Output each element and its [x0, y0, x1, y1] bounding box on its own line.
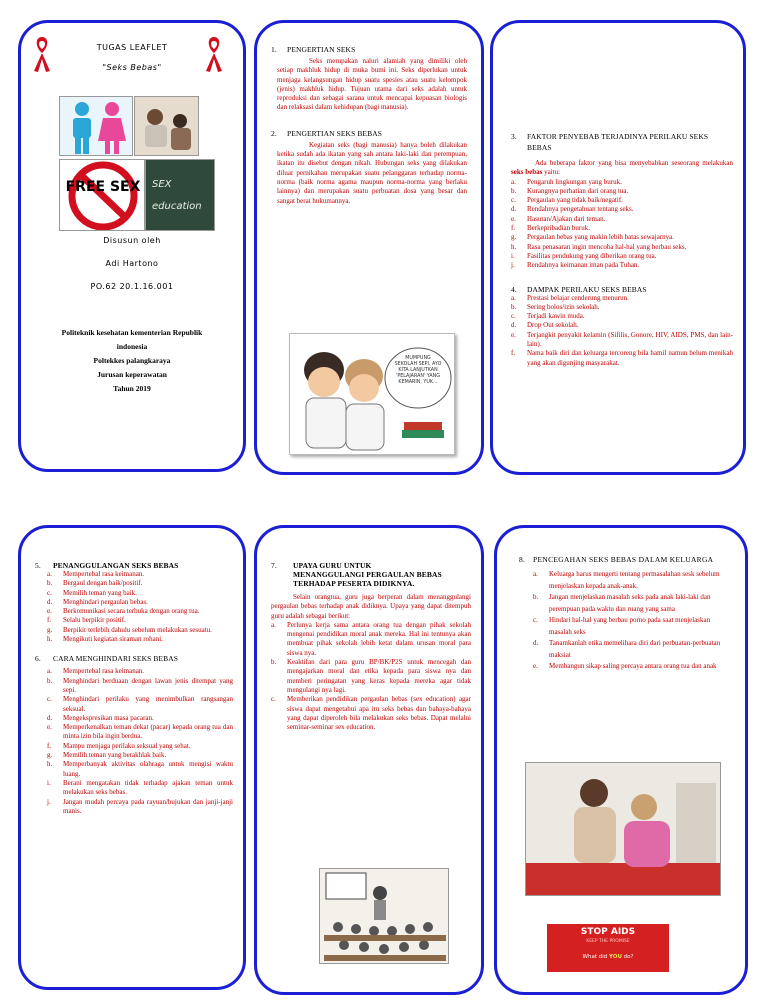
list-item-text: Menghindari perilaku yang menimbulkan rangsangan seksual. [63, 695, 233, 713]
list-marker: d. [511, 205, 517, 214]
section-4-heading [511, 285, 733, 294]
list-marker: b. [47, 676, 53, 685]
section-7-body: Selain orangtua, guru juga berperan dalam menanggulangi pergaulan bebas terhadap anak didiknya. Upaya yang dapat ditempuh guru adalah sebagai berikut: [271, 593, 471, 620]
classroom-cartoon-image [319, 868, 449, 964]
section-3-intro [511, 159, 733, 178]
list-item [533, 615, 731, 638]
list-item-text: Fasilitas pendukung yang diberikan orang tua. [527, 251, 657, 260]
list-item [533, 661, 731, 673]
list-item-text: Berani mengatakan tidak terhadap ajakan teman untuk melakukan seks bebas. [63, 778, 233, 797]
list-marker: e. [511, 214, 516, 223]
list-item-text: Memperkenalkan teman dekat (pacar) kepada orang tua dan minta izin bila ingin berdua. [63, 723, 233, 741]
counseling-photo [134, 96, 199, 156]
list-item [511, 252, 733, 261]
list-item-text: Jangan mudah percaya pada rayuan/bujukan dan janji-janji manis. [63, 797, 233, 815]
list-item [47, 579, 233, 588]
free-sex-sign-image [59, 159, 145, 231]
author-name: Adi Hartono [105, 259, 159, 268]
list-marker: d. [47, 597, 53, 606]
list-item [47, 607, 233, 616]
list-marker: e. [511, 330, 516, 339]
list-marker: a. [271, 620, 276, 629]
list-marker: g. [47, 625, 53, 634]
section-1-heading [271, 45, 467, 54]
list-item-text: Memberikan pendidikan pergaulan bebas (sex education) agar siswa dapat mengetahui apa itu seks bebas dan bahaya-bahaya yang dapat diperoleh bila melakukan seks bebas. Dapat melalui seminar-seminar sex education. [287, 695, 471, 732]
section-title: CARA MENGHINDARI SEKS BEBAS [53, 654, 179, 664]
list-marker: g. [47, 751, 53, 760]
list-item-text: Berkomunikasi secara terbuka dengan orang tua. [63, 607, 200, 616]
list-item-text: Mengekspresikan masa pacaran. [63, 713, 154, 722]
section-number: 7. [271, 561, 277, 570]
causes-list [511, 178, 733, 271]
list-marker: a. [47, 570, 52, 578]
students-cartoon-image [289, 333, 455, 455]
list-item [511, 243, 733, 252]
section-7-heading [271, 561, 471, 588]
sex-education-chalkboard-image [145, 159, 215, 231]
list-item [533, 592, 731, 615]
intro-text: yaitu: [542, 168, 561, 177]
list-item-text: Berpikir terlebih dahulu sebelum melakukan sesuatu. [63, 625, 212, 634]
list-item [511, 215, 733, 224]
list-item [47, 723, 233, 742]
handling-list [35, 570, 233, 644]
list-item [47, 635, 233, 644]
panel-causes-impacts [490, 20, 746, 475]
student-id: PO.62 20.1.16.001 [90, 282, 174, 291]
section-title: DAMPAK PERILAKU SEKS BEBAS [527, 284, 647, 294]
free-sex-text: FREE SEX [65, 179, 141, 195]
list-marker: h. [511, 242, 517, 251]
list-item-text: Perlunya kerja sama antara orang tua dengan pihak sekolah mengenai pendidikan moral anak mereka. Hal ini tentunya akan membuat pihak sekolah lebih ketat dalam urusan moral para siswa nya. [287, 620, 471, 657]
list-item-text: Menghindari berduaan dengan lawan jenis ditempat yang sepi. [63, 676, 233, 694]
list-item-text: Sering bolos/izin sekolah. [527, 302, 600, 311]
panel-definitions [254, 20, 484, 475]
list-item [47, 570, 233, 579]
list-marker: j. [511, 261, 515, 270]
list-marker: h. [47, 635, 53, 644]
list-item-text: Jangan menjelaskan masalah seks pada anak laki-laki dan perempuan pada waktu dan ruang yang sama [549, 593, 711, 613]
list-marker: a. [511, 293, 516, 302]
list-marker: e. [533, 662, 538, 670]
institution-line: Poltekkes palangkaraya [93, 356, 171, 365]
list-item [511, 261, 733, 270]
list-marker: c. [511, 312, 516, 321]
list-item [271, 658, 471, 695]
list-marker: c. [47, 695, 52, 704]
list-item-text: Mengikuti kegiatan siraman rohani. [63, 635, 163, 644]
list-item [511, 224, 733, 233]
list-item [271, 621, 471, 658]
section-6-heading [35, 654, 233, 663]
list-marker: j. [47, 797, 51, 806]
list-item-text: Bergaul dengan baik/positif. [63, 579, 143, 588]
institution-line: Politeknik kesehatan kementerian Republik [61, 328, 203, 337]
section-number: 6. [35, 654, 41, 664]
list-item [511, 205, 733, 214]
mother-daughter-photo [525, 762, 721, 896]
list-item-text: Menghindari pergaulan bebas. [63, 597, 148, 606]
section-number: 5. [35, 561, 41, 570]
section-title: PENANGGULANGAN SEKS BEBAS [53, 561, 179, 570]
list-item-text: Mampu menjaga perilaku seksual yang sehat. [63, 741, 191, 750]
list-marker: h. [47, 760, 53, 769]
list-item [47, 598, 233, 607]
leaflet-subtitle: "Seks Bebas" [102, 63, 162, 72]
list-item [47, 751, 233, 760]
list-marker: c. [533, 616, 538, 624]
list-item [47, 695, 233, 714]
avoidance-list [35, 667, 233, 816]
list-marker: b. [47, 579, 53, 588]
section-title: TERHADAP PESERTA DIDIKNYA. [293, 579, 415, 588]
list-item-text: Terjangkit penyakit kelamin (Sifilis, Gonore, HIV, AIDS, PMS, dan lain-lain). [527, 330, 733, 349]
list-item [533, 569, 731, 592]
section-title: PENGERTIAN SEKS BEBAS [287, 128, 382, 138]
list-item-text: Selalu berpikir positif. [63, 616, 126, 625]
stop-aids-poster [547, 924, 669, 972]
list-item-text: Keluarga harus mengerti tentang permasalahan sesk sebelum menjelaskan kepada anak-anak. [549, 570, 720, 590]
teacher-efforts-list [271, 621, 471, 733]
list-item-text: Mempertebal rasa keimanan. [63, 570, 145, 578]
list-item [533, 638, 731, 661]
section-2-body: Kegiatan seks (bagi manusia) hanya boleh dilakukan ketika sudah ada ikatan yang sah antara laki-laki dan perempuan, ikatan itu disebut dengan nikah. Hubungan seks yang dilakukan diluar pernikahan merupakan suatu pelanggaran terhadap norma-norma (baik norma agama maupun norma-norma yang berlaku lainnya) dan merupakan suatu perbuatan dosa yang besar dan sangat berat hukumannya. [277, 140, 467, 205]
list-item [47, 616, 233, 625]
institution-block [21, 326, 243, 396]
list-item [47, 626, 233, 635]
list-item [47, 589, 233, 598]
list-item-text: Pengaruh lingkungan yang buruk. [527, 177, 622, 186]
list-item-text: Rendahnya pengetahuan tentang seks. [527, 205, 634, 214]
list-marker: d. [511, 321, 517, 330]
section-number: 1. [271, 45, 277, 54]
list-item-text: Rasa penasaran ingin mencoba hal-hal yang berbau seks. [527, 242, 687, 251]
poster-text: do? [621, 954, 634, 960]
list-marker: b. [511, 302, 517, 311]
gender-icons-image [59, 96, 133, 156]
list-marker: i. [47, 778, 51, 787]
intro-text: Ada beberapa faktor yang bisa menyebabkan seseorang melakukan [535, 159, 733, 167]
section-number: 4. [511, 284, 517, 294]
sex-education-text: SEX education [152, 179, 202, 212]
poster-text: What did [582, 954, 609, 960]
section-title: UPAYA GURU UNTUK [293, 561, 372, 570]
section-3-heading [511, 131, 733, 153]
section-5-heading [35, 561, 233, 570]
list-item-text: Terjadi kawin muda. [527, 312, 585, 321]
list-marker: f. [511, 224, 516, 233]
section-number: 2. [271, 128, 277, 138]
list-item [47, 714, 233, 723]
impacts-list [511, 294, 733, 368]
panel-prevention [18, 525, 246, 990]
composed-by-label: Disusun oleh [103, 236, 161, 245]
list-marker: c. [511, 196, 516, 205]
section-number: 8. [519, 555, 526, 564]
list-item-text: Pergaulan yang tidak baik/negatif. [527, 196, 623, 205]
institution-year: Tahun 2019 [113, 384, 151, 393]
list-item-text: Hindari hal-hal yang berbau porno pada saat menjelaskan masalah seks [549, 616, 711, 636]
panel-teacher-efforts [254, 525, 484, 995]
list-item-text: Keaktifan dari para guru BP/BK/P2S untuk mencegah dan mengajarkan moral dan etika kepada para siswa nya dan memberi peringatan yang keras kepada mereka agar tidak mengulangi nya lagi. [287, 658, 471, 694]
list-item [47, 677, 233, 696]
list-item [47, 760, 233, 779]
list-item-text: Mempertebal rasa keimanan. [63, 667, 145, 676]
list-item-text: Berkepribadian buruk. [527, 224, 590, 233]
speech-bubble-text: MUMPUNG SEKOLAH SEPI, AYO KITA LANJUTKAN 'PELAJARAN' YANG KEMARIN, YUK... [394, 356, 442, 385]
list-item [511, 294, 733, 303]
list-item-text: Nama baik diri dan keluarga tercoreng bila hamil namun belum menikah yang akan digunjing masyarakat. [527, 349, 733, 367]
list-marker: e. [47, 723, 52, 732]
list-item [47, 667, 233, 676]
section-title: PENGERTIAN SEKS [287, 45, 356, 54]
list-marker: b. [533, 593, 539, 601]
list-item [511, 312, 733, 321]
list-marker: b. [511, 186, 517, 195]
panel-cover [18, 20, 246, 472]
list-item [511, 331, 733, 350]
list-item [511, 187, 733, 196]
list-marker: a. [511, 177, 516, 186]
list-marker: c. [47, 588, 52, 597]
list-item [47, 742, 233, 751]
institution-line: indonesia [116, 342, 148, 351]
panel-family-prevention [494, 525, 748, 995]
list-item [511, 178, 733, 187]
list-marker: c. [271, 695, 276, 704]
list-item [271, 695, 471, 732]
institution-line: Jurusan keperawatan [97, 370, 167, 379]
list-item [511, 233, 733, 242]
list-marker: a. [47, 667, 52, 676]
list-marker: b. [271, 658, 277, 667]
section-title: MENANGGULANGI PERGAULAN BEBAS [293, 570, 442, 579]
list-item [47, 779, 233, 798]
list-marker: f. [47, 616, 52, 625]
list-item [511, 349, 733, 368]
list-marker: g. [511, 233, 517, 242]
section-1-body: Seks merupakan naluri alamiah yang dimiliki oleh setiap makhluk hidup di muka bumi ini. Seks diperlukan untuk menjaga kelangsungan hidup suatu spesies atau suatu kelompok (jenis) makhluk hidup. Tujuan utama dari seks adalah untuk reproduksi dan sebagai sarana untuk mencapai kepuasan biologis dan relaksasi dalam kehidupan (bagi manusia). [277, 57, 467, 112]
section-title: PENCEGAHAN SEKS BEBAS DALAM KELUARGA [533, 555, 714, 564]
list-item [511, 303, 733, 312]
list-item-text: Drop Out sekolah. [527, 321, 579, 330]
list-item-text: Memilih teman yang berakhlak baik. [63, 751, 167, 760]
poster-subtitle: KEEP THE PROMISE [586, 939, 630, 944]
list-item-text: Memilih teman yang baik. [63, 588, 137, 597]
list-item-text: Tanamkanlah etika memelihara diri dari perbuatan-perbuatan maksiat [549, 639, 721, 659]
section-number: 3. [511, 132, 517, 141]
list-marker: a. [533, 570, 538, 578]
list-item-text: Pergaulan bebas yang makin lebih batas sewajarnya. [527, 233, 675, 242]
section-title: FAKTOR PENYEBAB TERJADINYA PERILAKU SEKS BEBAS [527, 132, 709, 152]
section-2-heading [271, 129, 467, 138]
list-marker: f. [511, 349, 516, 358]
list-marker: d. [533, 639, 539, 647]
list-item-text: Hasutan/Ajakan dari teman. [527, 214, 606, 223]
list-marker: f. [47, 741, 52, 750]
family-prevention-list [519, 569, 731, 673]
intro-emphasis: seks bebas [511, 168, 543, 177]
poster-bottom-text [547, 954, 669, 960]
list-item-text: Rendahnya keimanan iman pada Tuhan. [527, 261, 640, 270]
list-item-text: Membangun sikap saling percaya antara orang tua dan anak [549, 662, 717, 670]
list-item-text: Kurangnya perhatian dari orang tua. [527, 186, 629, 195]
list-item [511, 321, 733, 330]
poster-title: STOP AIDS [580, 927, 636, 937]
list-marker: e. [47, 607, 52, 616]
list-marker: i. [511, 251, 515, 260]
list-marker: d. [47, 713, 53, 722]
leaflet-title: TUGAS LEAFLET [96, 43, 168, 52]
list-item-text: Prestasi belajar cenderung menurun. [527, 293, 629, 302]
list-item [511, 196, 733, 205]
poster-emphasis: YOU [609, 954, 622, 960]
section-8-heading [519, 555, 731, 565]
list-item [47, 798, 233, 817]
list-item-text: Memperbanyak aktivitas olahraga untuk mengisi waktu luang. [63, 760, 233, 778]
